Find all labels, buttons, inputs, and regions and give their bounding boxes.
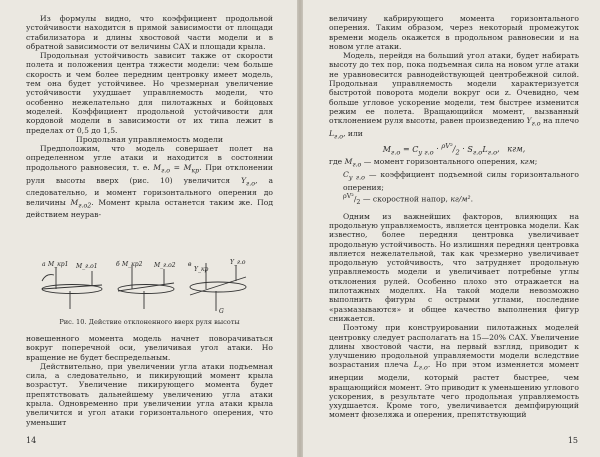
right-text: [329, 14, 579, 420]
left-paragraph-3-cont: новешенного момента модель начнет поворачиваться вокруг поперечной оси, увеличивая угол атаки. Но вращение не будет беспредельным.: [26, 334, 273, 362]
fig-a-moment-arc: [42, 275, 54, 281]
fig-label-b: б: [116, 261, 120, 268]
fig-c-wing: [190, 282, 246, 292]
fig-b-wing: [118, 285, 174, 294]
left-paragraph-4: Действительно, при увеличении угла атаки подъемная сила, а следовательно, и пикирующий момент крыла возрастут. Увеличение пикирующего момента будет препятствовать дальнейшему увеличению угла атаки крыла. Одновременно при увеличении угла атаки крыла увеличится и угол атаки горизонтального оперения, что уменьшит: [26, 361, 273, 427]
moment-formula: $M_{г.о} = C_{y г.о} \cdot ^{\rho V^2}/_2 \cdot S_{г.о}L_{г.о}$, кгм,: [382, 141, 526, 157]
right-page: [303, 0, 600, 457]
left-text-top: [26, 14, 273, 220]
fig-label-mkr2: M_кр2: [122, 261, 143, 268]
figure-caption: Рис. 10. Действие отклоненного вверх руля высоты: [59, 318, 240, 326]
fig-label-g: G: [219, 308, 224, 315]
fig-label-mkr1: M_кр1: [48, 261, 69, 268]
right-paragraph-1: величину кабрирующего момента горизонтального оперения. Таким образом, через некоторый промежуток времени модель окажется в продольном равновесии и на новом угле атаки.: [329, 14, 579, 51]
fig-label-ygo: Y_г.о: [230, 259, 246, 266]
definition-1: где $M_{г.о}$ — момент горизонтального оперения, кгм;: [329, 157, 538, 169]
fig-label-a: а: [42, 261, 46, 268]
left-page: [0, 0, 297, 457]
section-heading: Продольная управляемость модели: [75, 134, 224, 144]
left-text-bottom: [26, 334, 273, 427]
right-paragraph-3: Одним из важнейших факторов, влияющих на продольную управляемость, является центровка модели. Как известно, более передняя центровка увеличивает продольную устойчивость. Но излишняя передняя центровка является нежелательной, так как чрезмерно увеличивает продольную устойчивость, что затрудняет продольную управляемость модели и увеличивает потребные углы отклонения рулей. Особенно плохо это отражается на пилотажных моделях. На такой модели невозможно выполнить фигуры с острыми углами, последние «размазываются» и общее качество выполнения фигур снижается.: [329, 211, 579, 323]
fig-label-ykr: Y_кр: [194, 266, 209, 273]
left-paragraph-2: Продольная устойчивость зависит также от скорости полета и положения центра тяжести модели: чем больше скорость и чем более передним центровку имеет модель, тем она будет устойчивее. Но чрезмерная увеличение устойчивости ухудшает управляемость модели, что особенно нежелательно для пилотажных и бойцовых моделей. Коэффициент продольной устойчивости для кордовой модели в зависимости от их типа лежит в пределах от 0,5 до 1,5.: [26, 51, 273, 135]
right-paragraph-2: Модель, перейдя на больший угол атаки, будет набирать высоту до тех пор, пока подъемная сила на новом угле атаки не уравновесится равнодействующей центробежной силой. Продольная управляемость модели характеризуется быстротой поворота модели вокруг оси z. Очевидно, чем больше угловое ускорение модели, тем быстрее изменится режим ее полета. Вращающийся момент, вызванный отклонением руля высоты, равен произведению $Y_{г.о}$ на плечо $L_{г.о}$, или: [329, 51, 579, 141]
left-paragraph-3: Предположим, что модель совершает полет на определенном угле атаки и находится в состоянии продольного равновесия, т. е. $M_{г.о} = M_{кр}$. При отклонении руля высоты вверх (рис. 10) увеличится $Y_{г.о}$, а следовательно, и момент горизонтального оперения до величины $M_{г.о2}$. Момент крыла останется таким же. Под действием неурав-: [26, 144, 273, 220]
left-paragraph-1: Из формулы видно, что коэффициент продольной устойчивости находится в прямой зависимости от площади стабилизатора и длины хвостовой части модели и в обратной зависимости от величины САХ и площади крыла.: [26, 14, 273, 51]
page-number-right: 15: [567, 436, 578, 445]
definition-2: $C_{y г.о}$ — коэффициент подъемной силы горизонтального оперения;: [343, 170, 580, 193]
right-paragraph-4: Поэтому при конструировании пилотажных моделей центровку следует располагать на 15—20% САХ. Увеличение длины хвостовой части, на первый взгляд, приводит к улучшению продольной управляемости модели вследствие возрастания плеча $L_{г.о}$. Но при этом изменяется момент инерции модели, который растет быстрее, чем вращающийся момент. Это приводит к уменьшению углового ускорения, в результате чего продольная управляемость ухудшается. Кроме того, увеличивается демпфирующий момент фюзеляжа и оперения, препятствующий: [329, 323, 579, 420]
definition-3: $^{\rho V^2}/_2$ — скоростной напор, кг/м².: [343, 193, 474, 207]
figure-10-diagram: [36, 259, 258, 315]
fig-label-c: в: [188, 261, 192, 268]
fig-label-mgo2: M_г.о2: [154, 262, 176, 269]
page-number-left: 14: [26, 436, 37, 445]
fig-label-mgo1: M_г.о1: [76, 263, 98, 270]
